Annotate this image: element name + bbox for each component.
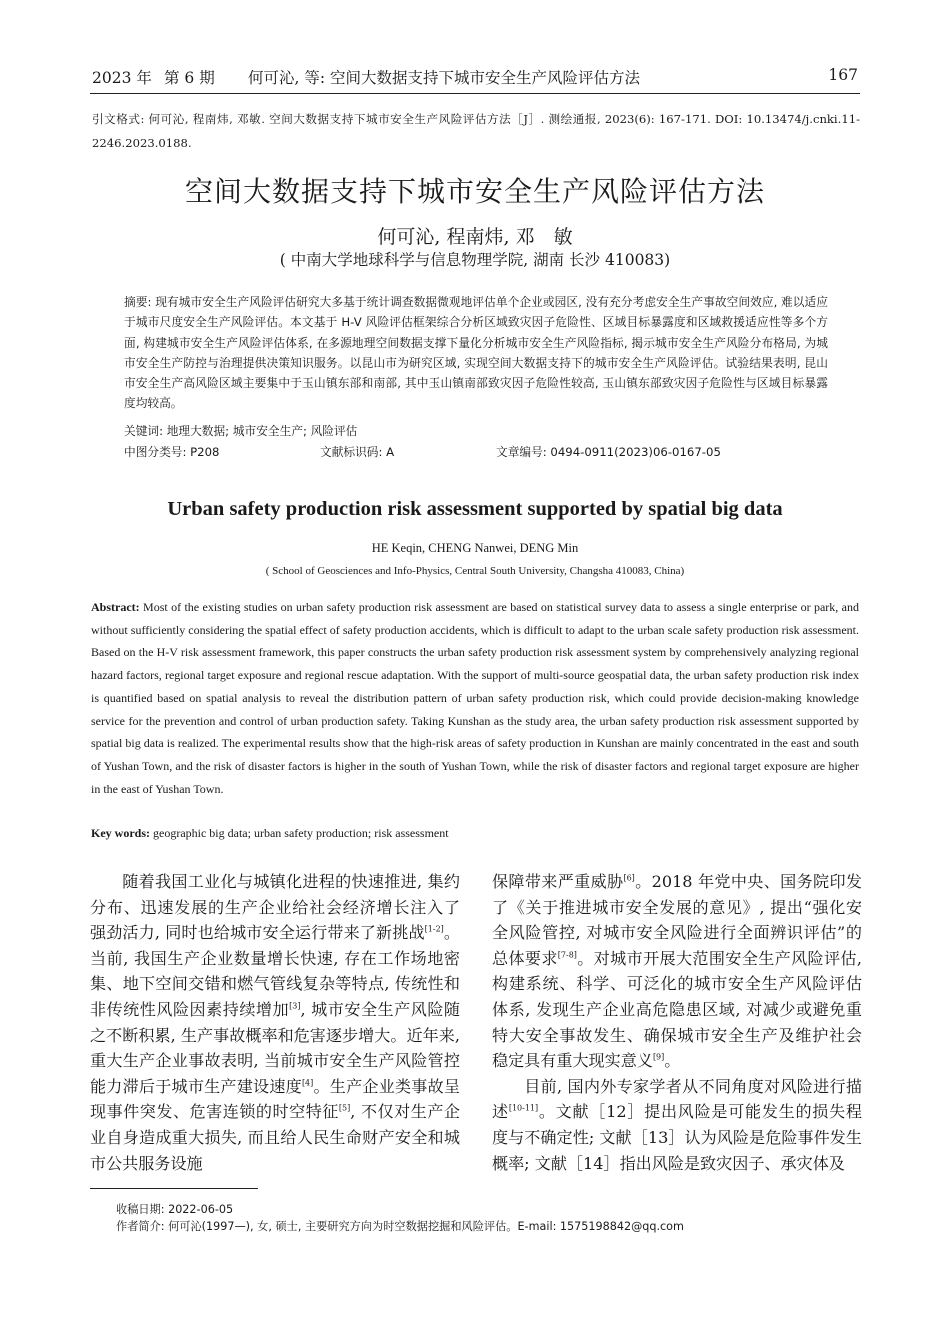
affiliation-en: ( School of Geosciences and Info-Physics, Central South University, Changsha 410083, China): [265, 565, 685, 577]
citation-format: 引文格式: 何可沁, 程南炜, 邓敏. 空间大数据支持下城市安全生产风险评估方法［J］. 测绘通报, 2023(6): 167-171. DOI: 10.13474/j.cnki.11-2246.2023.0188.: [92, 112, 860, 150]
body-text: 。2018 年党中央、国务院印发了《关于推进城市安全发展的意见》, 提出“强化安全风险管控, 对城市安全风险进行全面辨识评估”的总体要求: [492, 872, 862, 968]
body-text: 随着我国工业化与城镇化进程的快速推进, 集约分布、迅速发展的生产企业给社会经济增长注入了强劲活力, 同时也给城市安全运行带来了新挑战: [90, 872, 460, 943]
authors-cn: 何可沁, 程南炜, 邓 敏: [377, 226, 573, 248]
header-running-title: 何可沁, 等: 空间大数据支持下城市安全生产风险评估方法: [248, 69, 641, 87]
citation-ref[interactable]: [1-2]: [424, 924, 444, 934]
body-paragraph-2: [492, 1074, 862, 1176]
running-header: [92, 66, 858, 90]
header-page-number: 167: [828, 66, 858, 84]
paper-title-cn: 空间大数据支持下城市安全生产风险评估方法: [184, 175, 765, 208]
body-column-left: [90, 869, 460, 1176]
keywords-en-label: Key words:: [91, 826, 150, 840]
received-date: 收稿日期: 2022-06-05: [116, 1203, 234, 1216]
author-bio: 作者简介: 何可沁(1997—), 女, 硕士, 主要研究方向为时空数据挖掘和风险评估。E-mail: 1575198842@qq.com: [116, 1220, 684, 1233]
keywords-cn-text: 地理大数据; 城市安全生产; 风险评估: [163, 424, 358, 438]
abstract-en: [91, 596, 859, 800]
body-text: 目前, 国内外专家学者从不同角度对风险进行描述: [492, 1076, 862, 1122]
keywords-cn-label: 关键词:: [124, 424, 164, 438]
authors-en: HE Keqin, CHENG Nanwei, DENG Min: [371, 541, 579, 555]
body-text: 。对城市开展大范围安全生产风险评估, 构建系统、科学、可泛化的城市安全生产风险评估体系, 发现生产企业高危隐患区域, 对减少或避免重特大安全事故发生、确保城市安全生产及维护社会稳定具有重大现实意义: [492, 948, 862, 1071]
abstract-en-text: Most of the existing studies on urban safety production risk assessment are based on statistical survey data to assess a single enterprise or park, and without sufficiently considering the spatial effect of safety production accidents, which is difficult to adapt to the urban scale safety production risk assessment. Based on the H-V risk assessment framework, this paper constructs the urban safety production risk assessment system by comprehensively analyzing regional hazard factors, regional target exposure and regional rescue adaptation. With the support of multi-source geospatial data, the urban safety production risk index is quantified based on spatial analysis to reveal the distribution pattern of urban safety production risk, which could provide decision-making knowledge service for the prevention and control of urban production safety. Taking Kunshan as the study area, the urban safety production risk assessment supported by spatial big data is realized. The experimental results show that the high-risk areas of safety production in Kunshan are mainly concentrated in the east and south of Yushan Town, and the risk of disaster factors is higher in the south of Yushan Town, while the risk of disaster factors and regional target exposure are higher in the east of Yushan Town.: [91, 600, 859, 796]
body-column-right: [492, 869, 862, 1176]
citation-ref[interactable]: [5]: [338, 1103, 351, 1113]
document-code: 文献标识码: A: [320, 445, 395, 459]
body-text: 。生产企业类事故呈现事件突发、危害连锁的时空特征: [90, 1076, 461, 1122]
body-text: 。文献［12］提出风险是可能发生的损失程度与不确定性; 文献［13］认为风险是危险事件发生概率; 文献［14］指出风险是致灾因子、承灾体及: [492, 1102, 863, 1173]
keywords-en-text: geographic big data; urban safety production; risk assessment: [150, 826, 449, 840]
affiliation-cn: ( 中南大学地球科学与信息物理学院, 湖南 长沙 410083): [279, 251, 671, 269]
body-text: 保障带来严重威胁: [492, 872, 624, 891]
body-paragraph-1: [90, 869, 460, 1176]
abstract-cn: [124, 292, 828, 414]
citation-ref[interactable]: [10-11]: [508, 1103, 539, 1113]
paper-title-en: Urban safety production risk assessment supported by spatial big data: [167, 498, 783, 520]
header-divider: [90, 93, 860, 94]
body-text: , 城市安全生产风险随之不断积累, 生产事故概率和危害逐步增大。近年来, 重大生产企业事故表明, 当前城市安全生产风险管控能力滞后于城市生产建设速度: [90, 999, 461, 1096]
body-text: 。: [664, 1051, 681, 1071]
classification-row: [124, 444, 828, 462]
header-issue: 第 6 期: [164, 69, 215, 87]
body-paragraph-1-continued: [492, 869, 862, 1074]
citation-ref[interactable]: [9]: [652, 1052, 665, 1062]
abstract-cn-text: 现有城市安全生产风险评估研究大多基于统计调查数据微观地评估单个企业或园区, 没有充分考虑安全生产事故空间效应, 难以适应于城市尺度安全生产风险评估。本文基于 H-V 风险评估框架综合分析区域致灾因子危险性、区域目标暴露度和区域救援适应性等多个方面, 构建城市安全生产风险评估体系, 在多源地理空间数据支撑下量化分析城市安全生产风险指标, 揭示城市安全生产风险分布格局, 为城市安全生产防控与治理提供决策知识服务。以昆山市为研究区域, 实现空间大数据支持下的城市安全生产风险评估。试验结果表明, 昆山市安全生产高风险区域主要集中于玉山镇东部和南部, 其中玉山镇南部致灾因子危险性较高, 玉山镇东部致灾因子危险性与区域目标暴露度均较高。: [124, 295, 828, 411]
citation-ref[interactable]: [7-8]: [557, 950, 577, 960]
abstract-en-label: Abstract:: [91, 600, 140, 614]
footnote-divider: [90, 1188, 258, 1189]
abstract-cn-label: 摘要:: [124, 295, 152, 309]
citation-ref[interactable]: [3]: [289, 1001, 301, 1011]
article-number: 文章编号: 0494-0911(2023)06-0167-05: [496, 445, 721, 459]
keywords-cn: [124, 422, 828, 440]
clc-number: 中图分类号: P208: [124, 445, 220, 459]
body-text: , 不仅对生产企业自身造成重大损失, 而且给人民生命财产安全和城市公共服务设施: [90, 1102, 460, 1173]
citation-ref[interactable]: [6]: [623, 873, 635, 883]
body-text: 。当前, 我国生产企业数量增长快速, 存在工作场地密集、地下空间交错和燃气管线复杂等特点, 传统性和非传统性风险因素持续增加: [90, 923, 461, 1019]
footnote: [116, 1201, 856, 1235]
header-year: 2023 年: [92, 69, 152, 87]
keywords-en: [91, 823, 859, 843]
citation-ref[interactable]: [4]: [301, 1078, 314, 1088]
